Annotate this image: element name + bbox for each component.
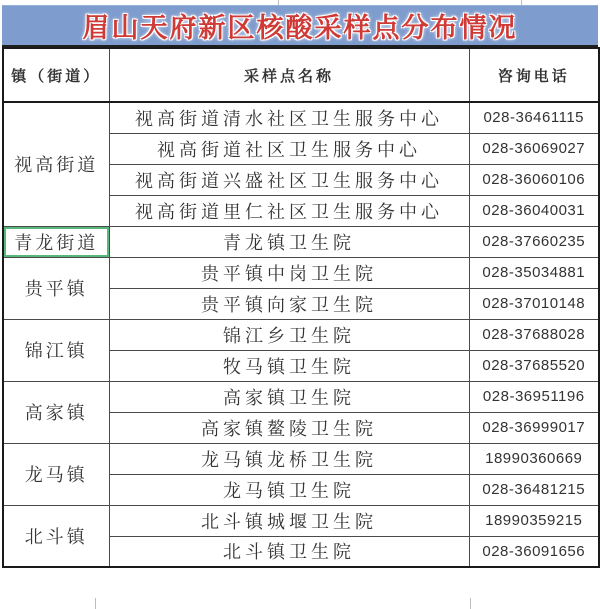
site-name-cell[interactable]: 龙马镇卫生院 bbox=[109, 474, 469, 505]
site-name-cell[interactable]: 青龙镇卫生院 bbox=[109, 226, 469, 257]
phone-cell[interactable]: 028-37660235 bbox=[469, 226, 599, 257]
phone-cell[interactable]: 028-36040031 bbox=[469, 195, 599, 226]
table-row bbox=[3, 257, 599, 288]
sampling-points-table bbox=[2, 47, 600, 568]
column-header[interactable]: 咨询电话 bbox=[469, 48, 599, 102]
phone-cell[interactable]: 18990360669 bbox=[469, 443, 599, 474]
phone-cell[interactable]: 028-36951196 bbox=[469, 381, 599, 412]
town-cell[interactable]: 龙马镇 bbox=[3, 443, 109, 505]
site-name-cell[interactable]: 北斗镇城堰卫生院 bbox=[109, 505, 469, 536]
column-header[interactable]: 采样点名称 bbox=[109, 48, 469, 102]
site-name-cell[interactable]: 高家镇鳌陵卫生院 bbox=[109, 412, 469, 443]
site-name-cell[interactable]: 高家镇卫生院 bbox=[109, 381, 469, 412]
gridline bbox=[95, 598, 96, 609]
phone-cell[interactable]: 028-36999017 bbox=[469, 412, 599, 443]
phone-cell[interactable]: 028-36069027 bbox=[469, 133, 599, 164]
table-row bbox=[3, 319, 599, 350]
phone-cell[interactable]: 028-36060106 bbox=[469, 164, 599, 195]
phone-cell[interactable]: 028-36461115 bbox=[469, 102, 599, 133]
town-cell-selected[interactable]: 青龙街道 bbox=[3, 226, 109, 257]
phone-cell[interactable]: 18990359215 bbox=[469, 505, 599, 536]
table-row bbox=[3, 226, 599, 257]
town-cell[interactable]: 锦江镇 bbox=[3, 319, 109, 381]
phone-cell[interactable]: 028-36091656 bbox=[469, 536, 599, 567]
site-name-cell[interactable]: 贵平镇中岗卫生院 bbox=[109, 257, 469, 288]
site-name-cell[interactable]: 视高街道社区卫生服务中心 bbox=[109, 133, 469, 164]
town-cell[interactable]: 视高街道 bbox=[3, 102, 109, 226]
phone-cell[interactable]: 028-36481215 bbox=[469, 474, 599, 505]
table-title-bar[interactable] bbox=[2, 5, 598, 47]
phone-cell[interactable]: 028-37010148 bbox=[469, 288, 599, 319]
phone-cell[interactable]: 028-37688028 bbox=[469, 319, 599, 350]
site-name-cell[interactable]: 锦江乡卫生院 bbox=[109, 319, 469, 350]
table-header-row bbox=[3, 48, 599, 102]
gridline bbox=[470, 598, 471, 609]
table-row bbox=[3, 102, 599, 133]
column-header[interactable]: 镇（街道） bbox=[3, 48, 109, 102]
table-row bbox=[3, 381, 599, 412]
town-cell[interactable]: 高家镇 bbox=[3, 381, 109, 443]
site-name-cell[interactable]: 视高街道兴盛社区卫生服务中心 bbox=[109, 164, 469, 195]
town-cell[interactable]: 北斗镇 bbox=[3, 505, 109, 567]
site-name-cell[interactable]: 龙马镇龙桥卫生院 bbox=[109, 443, 469, 474]
site-name-cell[interactable]: 贵平镇向家卫生院 bbox=[109, 288, 469, 319]
phone-cell[interactable]: 028-37685520 bbox=[469, 350, 599, 381]
site-name-cell[interactable]: 牧马镇卫生院 bbox=[109, 350, 469, 381]
site-name-cell[interactable]: 视高街道清水社区卫生服务中心 bbox=[109, 102, 469, 133]
site-name-cell[interactable]: 北斗镇卫生院 bbox=[109, 536, 469, 567]
table-row bbox=[3, 505, 599, 536]
town-cell[interactable]: 贵平镇 bbox=[3, 257, 109, 319]
table-row bbox=[3, 443, 599, 474]
site-name-cell[interactable]: 视高街道里仁社区卫生服务中心 bbox=[109, 195, 469, 226]
phone-cell[interactable]: 028-35034881 bbox=[469, 257, 599, 288]
table-title: 眉山天府新区核酸采样点分布情况 bbox=[82, 13, 518, 43]
table-body bbox=[3, 102, 599, 567]
